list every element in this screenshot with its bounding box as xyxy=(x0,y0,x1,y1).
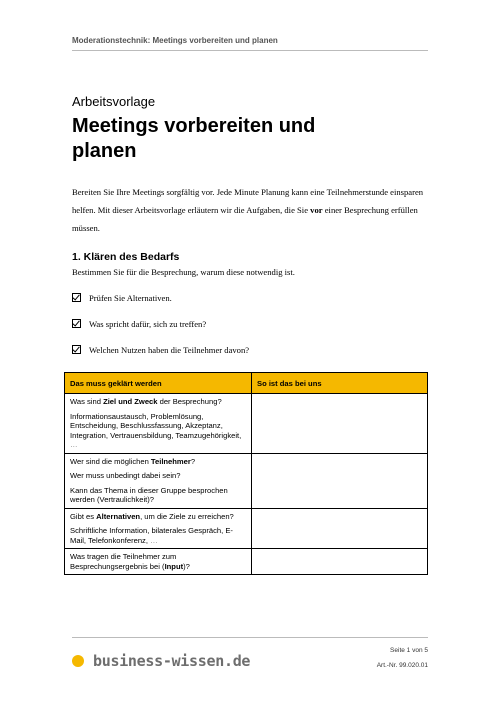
column-header-todo: Das muss geklärt werden xyxy=(65,373,252,394)
question-line xyxy=(70,512,246,522)
table-cell-answer[interactable] xyxy=(252,394,428,454)
checkbox-checked-icon xyxy=(72,319,81,328)
brand-logo[interactable] xyxy=(72,652,250,670)
checklist-item xyxy=(72,345,249,355)
question-line xyxy=(70,457,246,467)
question-keyword: Ziel und Zweck xyxy=(103,397,158,406)
running-header: Moderationstechnik: Meetings vorbereiten und planen xyxy=(72,36,278,45)
intro-text-2: einer Besprechung erfüllen müssen. xyxy=(72,205,418,233)
question-text: Wer sind die möglichen xyxy=(70,456,151,466)
question-keyword: Teilnehmer xyxy=(150,456,191,466)
table-row xyxy=(65,453,428,508)
checkbox-checked-icon xyxy=(72,345,81,354)
question-keyword: Alternativen xyxy=(96,511,141,521)
table-cell-answer[interactable] xyxy=(252,508,428,549)
question-text: Was tragen die Teilnehmer zum Besprechungsergebnis bei ( xyxy=(70,552,177,571)
question-text: Was sind xyxy=(70,397,104,406)
table-row xyxy=(65,508,428,549)
intro-bold: vor xyxy=(310,205,323,215)
table-row xyxy=(65,394,428,454)
checklist-item xyxy=(72,319,206,329)
question-line xyxy=(70,552,246,571)
table-row xyxy=(65,549,428,575)
table-cell-answer[interactable] xyxy=(252,453,428,508)
detail-text: Informationsaustausch, Problemlösung, Entscheidung, Beschlussfassung, Akzeptanz, Integration, Vertrauensbildung, Teamzugehörigkeit, xyxy=(70,411,242,440)
document-kicker: Arbeitsvorlage xyxy=(72,94,156,109)
column-header-ours: So ist das bei uns xyxy=(252,373,428,394)
ellipsis: … xyxy=(70,440,78,449)
question-text: , um die Ziele zu erreichen? xyxy=(140,511,234,521)
article-number: Art.-Nr. 99.020.01 xyxy=(376,662,428,669)
footer-divider xyxy=(72,637,428,638)
table-cell-question xyxy=(65,508,252,549)
checklist-text: Welchen Nutzen haben die Teilnehmer davon? xyxy=(89,345,250,355)
table-cell-question xyxy=(65,549,252,575)
header-divider xyxy=(72,50,428,51)
page-number: Seite 1 von 5 xyxy=(390,647,428,654)
logo-text: business-wissen.de xyxy=(93,652,251,670)
question-text: der Besprechung? xyxy=(157,397,222,406)
question-text: ? xyxy=(190,456,196,466)
checklist-text: Was spricht dafür, sich zu treffen? xyxy=(89,319,207,329)
logo-dot-icon xyxy=(72,655,84,667)
detail-line: Kann das Thema in dieser Gruppe besprochen werden (Vertraulichkeit)? xyxy=(70,485,228,504)
checklist-text: Prüfen Sie Alternativen. xyxy=(89,293,172,303)
question-text: Gibt es xyxy=(70,511,97,521)
detail-text: Schriftliche Information, bilaterales Gespräch, E-Mail, Telefonkonferenz, xyxy=(70,526,233,545)
question-text: )? xyxy=(183,561,190,571)
section-subtitle: Bestimmen Sie für die Besprechung, warum diese notwendig ist. xyxy=(72,267,295,277)
section-heading: 1. Klären des Bedarfs xyxy=(72,251,180,263)
intro-paragraph xyxy=(72,183,432,237)
detail-line: Wer muss unbedingt dabei sein? xyxy=(70,471,181,480)
planning-table xyxy=(64,372,428,575)
ellipsis: … xyxy=(150,535,158,545)
table-cell-answer[interactable] xyxy=(252,549,428,575)
question-line xyxy=(70,397,246,407)
detail-line xyxy=(70,526,246,545)
table-cell-question xyxy=(65,394,252,454)
table-cell-question xyxy=(65,453,252,508)
page-title: Meetings vorbereiten und planen xyxy=(72,115,316,162)
checklist-item xyxy=(72,293,172,303)
table-header-row xyxy=(65,373,428,394)
intro-text-1: Bereiten Sie Ihre Meetings sorgfältig vor. Jede Minute Planung kann eine Teilnehmerstunde einsparen helfen. Mit dieser Arbeitsvorlage erläutern wir die Aufgaben, die Sie xyxy=(72,187,424,215)
checkbox-checked-icon xyxy=(72,293,81,302)
question-keyword: Input xyxy=(164,561,184,571)
detail-line xyxy=(70,412,246,450)
